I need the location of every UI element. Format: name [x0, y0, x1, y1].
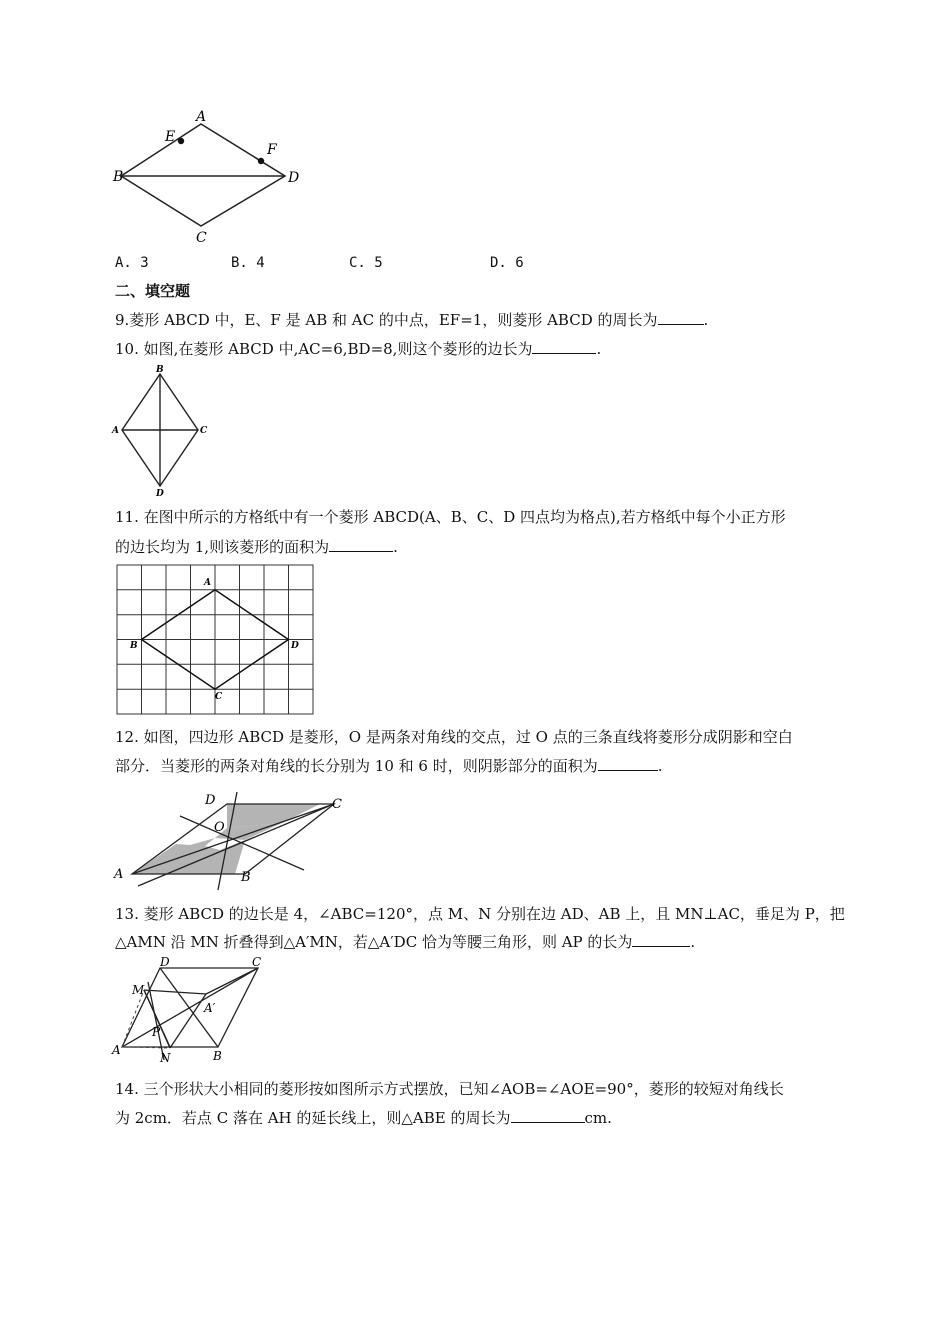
question-9 — [115, 310, 708, 330]
question-12-line-2 — [115, 756, 663, 776]
q13-answer-blank[interactable] — [632, 932, 690, 947]
question-12-line-1: 12. 如图，四边形 ABCD 是菱形，O 是两条对角线的交点，过 O 点的三条直线将菱形分成阴影和空白 — [115, 728, 793, 746]
label-d: D — [288, 170, 300, 186]
label-d: D — [156, 489, 164, 499]
label-c: C — [200, 426, 208, 436]
q13-end: . — [690, 933, 696, 951]
q11-grid-figure — [112, 562, 318, 718]
point-f — [258, 158, 264, 164]
option-d: D. 6 — [490, 255, 524, 271]
q12-answer-blank[interactable] — [598, 756, 658, 771]
label-c: C — [332, 797, 342, 812]
label-b: B — [130, 641, 138, 651]
label-b: B — [213, 1049, 222, 1063]
option-b: B. 4 — [231, 255, 265, 271]
label-a: A — [196, 109, 207, 125]
option-a: A. 3 — [115, 255, 149, 271]
label-o: O — [214, 820, 225, 835]
q12-rhombus-figure — [110, 786, 346, 892]
question-13-line-1: 13. 菱形 ABCD 的边长是 4，∠ABC=120°，点 M、N 分别在边 AD、AB 上，且 MN⊥AC，垂足为 P，把 — [115, 905, 845, 923]
label-e: E — [165, 129, 176, 145]
label-a: A — [204, 578, 211, 588]
label-p: P — [152, 1025, 161, 1039]
question-13-line-2 — [115, 932, 695, 952]
label-d: D — [205, 793, 216, 808]
q14-end: cm. — [584, 1109, 612, 1127]
label-a2: A′ — [204, 1001, 216, 1015]
q12-text: 部分．当菱形的两条对角线的长分别为 10 和 6 时，则阴影部分的面积为 — [115, 757, 598, 775]
label-b: B — [113, 169, 124, 185]
shaded-regions — [132, 804, 320, 874]
option-c: C. 5 — [349, 255, 383, 271]
question-14-line-1: 14. 三个形状大小相同的菱形按如图所示方式摆放，已知∠AOB=∠AOE=90°，菱形的较短对角线长 — [115, 1080, 784, 1098]
q10-answer-blank[interactable] — [532, 339, 596, 354]
point-e — [178, 138, 184, 144]
q14-text: 为 2cm．若点 C 落在 AH 的延长线上，则△ABE 的周长为 — [115, 1109, 511, 1127]
label-n: N — [160, 1051, 171, 1065]
label-b: B — [156, 365, 164, 375]
label-f: F — [267, 142, 277, 158]
label-a: A — [112, 1043, 121, 1057]
q12-end: . — [657, 757, 663, 775]
section-title: 二、填空题 — [115, 282, 191, 300]
question-10 — [115, 339, 601, 359]
label-d: D — [291, 641, 299, 651]
q11-text: 的边长均为 1,则该菱形的面积为 — [115, 538, 330, 556]
label-a: A — [114, 867, 124, 882]
q13-rhombus-figure — [108, 954, 278, 1066]
q9-text: 9.菱形 ABCD 中，E、F 是 AB 和 AC 的中点，EF=1，则菱形 ABCD 的周长为 — [115, 311, 658, 329]
label-c: C — [215, 692, 223, 702]
q14-answer-blank[interactable] — [511, 1108, 585, 1123]
q8-rhombus-figure — [105, 108, 310, 248]
label-a: A — [112, 426, 119, 436]
label-c: C — [196, 230, 207, 246]
q10-text: 10. 如图,在菱形 ABCD 中,AC=6,BD=8,则这个菱形的边长为 — [115, 340, 533, 358]
label-b: B — [241, 870, 251, 885]
question-11-line-1: 11. 在图中所示的方格纸中有一个菱形 ABCD(A、B、C、D 四点均为格点),若方格纸中每个小正方形 — [115, 508, 786, 526]
q10-end: . — [596, 340, 602, 358]
label-c: C — [252, 955, 262, 969]
question-11-line-2 — [115, 537, 398, 557]
label-m: M — [132, 983, 145, 997]
q13-text: △AMN 沿 MN 折叠得到△A′MN，若△A′DC 恰为等腰三角形，则 AP 的长为 — [115, 933, 633, 951]
q9-end: . — [703, 311, 709, 329]
question-14-line-2 — [115, 1108, 612, 1128]
q9-answer-blank[interactable] — [658, 310, 704, 325]
label-d: D — [160, 955, 170, 969]
q10-rhombus-figure — [108, 362, 218, 500]
q11-end: . — [393, 538, 398, 556]
q11-answer-blank[interactable] — [329, 537, 393, 552]
